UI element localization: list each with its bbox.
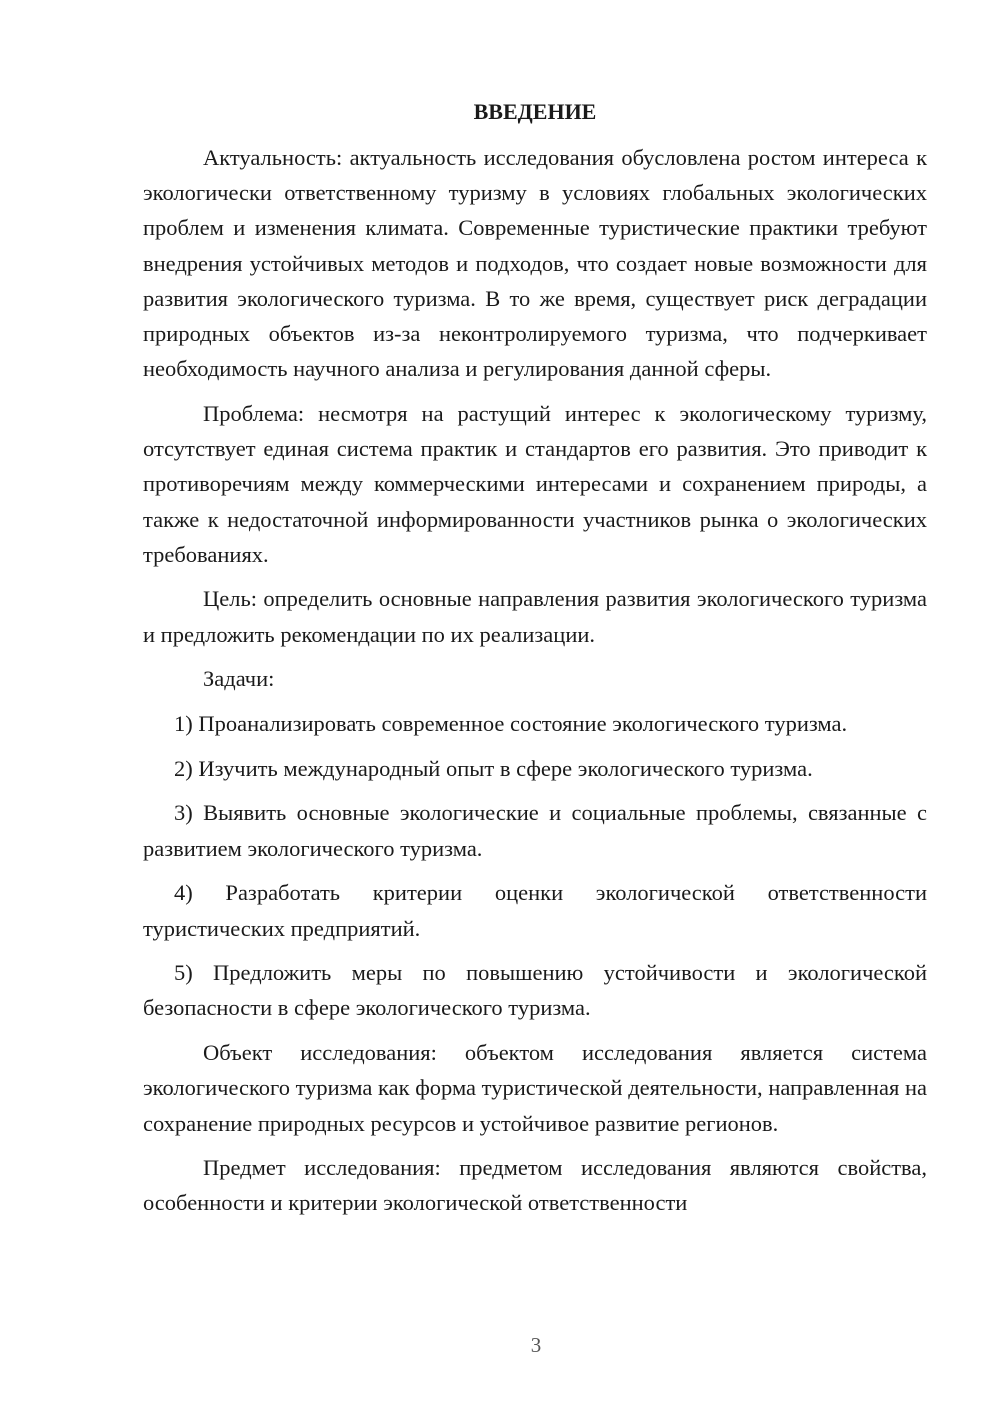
page-content xyxy=(143,94,927,1230)
task-item-5: 5) Предложить меры по повышению устойчивости и экологической безопасности в сфере экологического туризма. xyxy=(143,960,927,1021)
problem-paragraph: Проблема: несмотря на растущий интерес к экологическому туризму, отсутствует единая система практик и стандартов его развития. Это приводит к противоречиям между коммерческими интересами и сохранением природы, а также к недостаточной информированности участников рынка о экологических требованиях. xyxy=(143,400,927,567)
goal-paragraph: Цель: определить основные направления развития экологического туризма и предложить рекомендации по их реализации. xyxy=(143,586,927,647)
subject-paragraph: Предмет исследования: предметом исследования являются свойства, особенности и критерии экологической ответственности xyxy=(143,1155,927,1216)
task-item-4: 4) Разработать критерии оценки экологической ответственности туристических предприятий. xyxy=(143,880,927,941)
tasks-label: Задачи: xyxy=(203,666,275,692)
page-number: 3 xyxy=(530,1333,542,1357)
object-paragraph: Объект исследования: объектом исследования является система экологического туризма как форма туристической деятельности, направленная на сохранение природных ресурсов и устойчивое развитие регионов. xyxy=(143,1040,927,1136)
section-heading: ВВЕДЕНИЕ xyxy=(473,99,597,124)
relevance-paragraph: Актуальность: актуальность исследования обусловлена ростом интереса к экологически ответственному туризму в условиях глобальных экологических проблем и изменения климата. Современные туристические практики требуют внедрения устойчивых методов и подходов, что создает новые возможности для развития экологического туризма. В то же время, существует риск деградации природных объектов из-за неконтролируемого туризма, что подчеркивает необходимость научного анализа и регулирования данной сферы. xyxy=(143,145,927,382)
task-item-2: 2) Изучить международный опыт в сфере экологического туризма. xyxy=(174,755,813,781)
task-item-3: 3) Выявить основные экологические и социальные проблемы, связанные с развитием экологического туризма. xyxy=(143,800,927,861)
task-item-1: 1) Проанализировать современное состояние экологического туризма. xyxy=(174,711,848,737)
